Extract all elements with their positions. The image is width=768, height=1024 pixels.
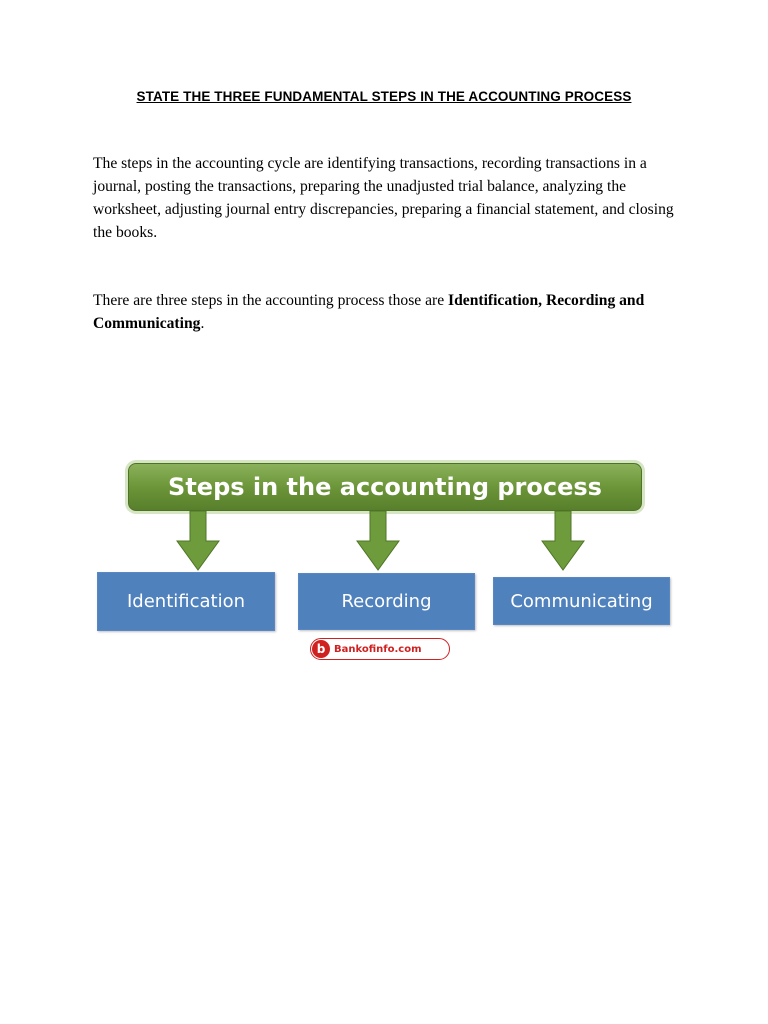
paragraph-three-steps-lead: There are three steps in the accounting process those are [93, 292, 449, 309]
logo-text: Bankofinfo.com [334, 643, 422, 655]
step-box-identification: Identification [97, 572, 275, 631]
step-box-communicating: Communicating [493, 577, 670, 625]
accounting-steps-diagram [92, 460, 676, 665]
document-heading: STATE THE THREE FUNDAMENTAL STEPS IN THE ACCOUNTING PROCESS [136, 89, 632, 104]
down-arrow-icon [356, 511, 400, 571]
paragraph-three-steps-emphasis: Identification, Recording and Communicating [93, 292, 645, 332]
paragraph-accounting-cycle: The steps in the accounting cycle are identifying transactions, recording transactions in a journal, posting the transactions, preparing the unadjusted trial balance, analyzing the worksheet, adjusting journal entry discrepancies, preparing a financial statement, and closing the books. [93, 155, 674, 241]
paragraph-three-steps-tail: . [200, 315, 205, 332]
down-arrow-icon [541, 511, 585, 571]
bankofinfo-logo [310, 638, 450, 660]
paragraph-three-steps [93, 289, 693, 335]
diagram-banner: Steps in the accounting process [128, 463, 642, 511]
down-arrow-icon [176, 511, 220, 571]
logo-mark-icon: b [312, 640, 330, 658]
step-box-recording: Recording [298, 573, 475, 630]
